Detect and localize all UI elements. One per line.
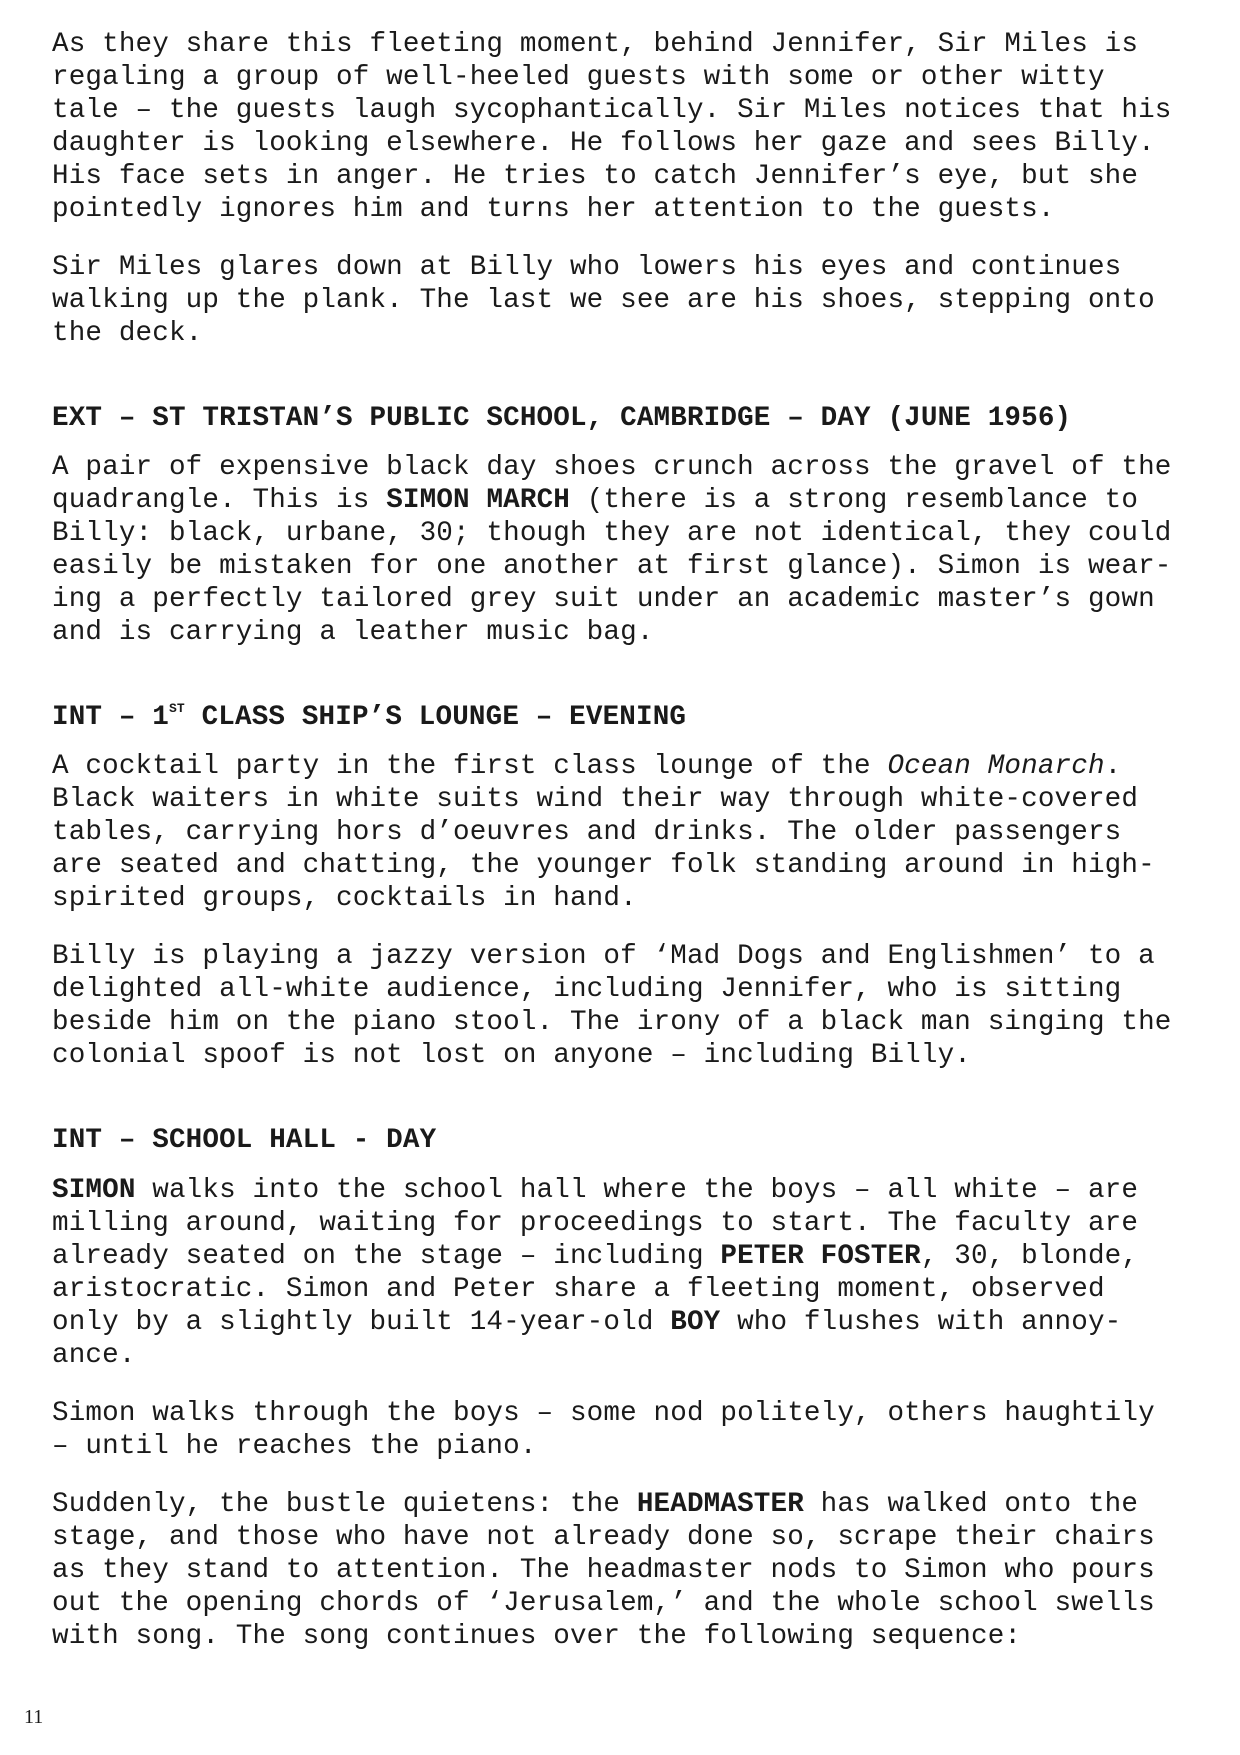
- action-paragraph-4: [52, 750, 1232, 915]
- action-paragraph-8: [52, 1488, 1232, 1653]
- page-number: 11: [24, 1706, 44, 1728]
- text-run: , 30, blonde, aristocratic. Simon and Peter share a fleeting moment, observed only by a slightly built 14-year-old: [52, 1241, 1139, 1338]
- action-paragraph-2: Sir Miles glares down at Billy who lowers his eyes and continues walking up the plank. The last we see are his shoes, stepping onto the deck.: [52, 252, 1155, 349]
- action-paragraph-7: Simon walks through the boys – some nod politely, others haughtily – until he reaches the piano.: [52, 1398, 1155, 1462]
- ship-name: Ocean Monarch: [887, 751, 1105, 782]
- heading-text: CLASS SHIP’S LOUNGE – EVENING: [184, 702, 687, 733]
- character-name-peter-foster: PETER FOSTER: [720, 1241, 921, 1272]
- scene-heading-ext-school: EXT – ST TRISTAN’S PUBLIC SCHOOL, CAMBRIDGE – DAY (JUNE 1956): [52, 403, 1072, 434]
- scene-heading-int-school-hall: INT – SCHOOL HALL - DAY: [52, 1125, 437, 1156]
- action-paragraph-3: [52, 451, 1232, 649]
- text-run: Suddenly, the bustle quietens: the: [52, 1489, 637, 1520]
- scene-heading-int-lounge: [52, 701, 1232, 734]
- text-run: A cocktail party in the first class lounge of the: [52, 751, 888, 782]
- script-body: [52, 28, 1232, 1678]
- action-paragraph-5: Billy is playing a jazzy version of ‘Mad Dogs and Englishmen’ to a delighted all-white audience, including Jennifer, who is sitting beside him on the piano stool. The irony of a black man singing the colonial spoof is not lost on anyone – including Billy.: [52, 941, 1172, 1071]
- text-run: has walked onto the stage, and those who have not already done so, scrape their chairs as they stand to attention. The headmaster nods to Simon who pours out the opening chords of ‘Jerusalem,’ and the whole school swells with song. The song continues over the following sequence:: [52, 1489, 1155, 1652]
- character-name-headmaster: HEADMASTER: [636, 1489, 804, 1520]
- text-run: walks into the school hall where the boys – all white – are milling around, waiting for proceedings to start. The faculty are already seated on the stage – including: [52, 1175, 1139, 1272]
- text-run: . Black waiters in white suits wind their way through white-covered tables, carrying hors d’oeuvres and drinks. The older passengers are seated and chatting, the younger folk standing around in high- spirited groups, cocktails in hand.: [52, 751, 1155, 914]
- action-paragraph-6: [52, 1174, 1232, 1372]
- superscript-st: ST: [168, 701, 185, 716]
- heading-text: INT – 1: [52, 702, 169, 733]
- character-name-simon: SIMON: [52, 1175, 136, 1206]
- action-paragraph-1: As they share this fleeting moment, behind Jennifer, Sir Miles is regaling a group of well-heeled guests with some or other witty tale – the guests laugh sycophantically. Sir Miles notices that his daughter is looking elsewhere. He follows her gaze and sees Billy. His face sets in anger. He tries to catch Jennifer’s eye, but she pointedly ignores him and turns her attention to the guests.: [52, 29, 1172, 225]
- text-run: who flushes with annoy- ance.: [52, 1307, 1122, 1371]
- text-run: A pair of expensive black day shoes crunch across the gravel of the quadrangle. This is: [52, 452, 1172, 516]
- character-name-simon-march: SIMON MARCH: [386, 485, 570, 516]
- text-run: (there is a strong resemblance to Billy: black, urbane, 30; though they are not identical, they could easily be mistaken for one another at first glance). Simon is wear- ing a perfectly tailored grey suit under an academic master’s gown and is carrying a leather music bag.: [52, 485, 1172, 648]
- character-name-boy: BOY: [670, 1307, 721, 1338]
